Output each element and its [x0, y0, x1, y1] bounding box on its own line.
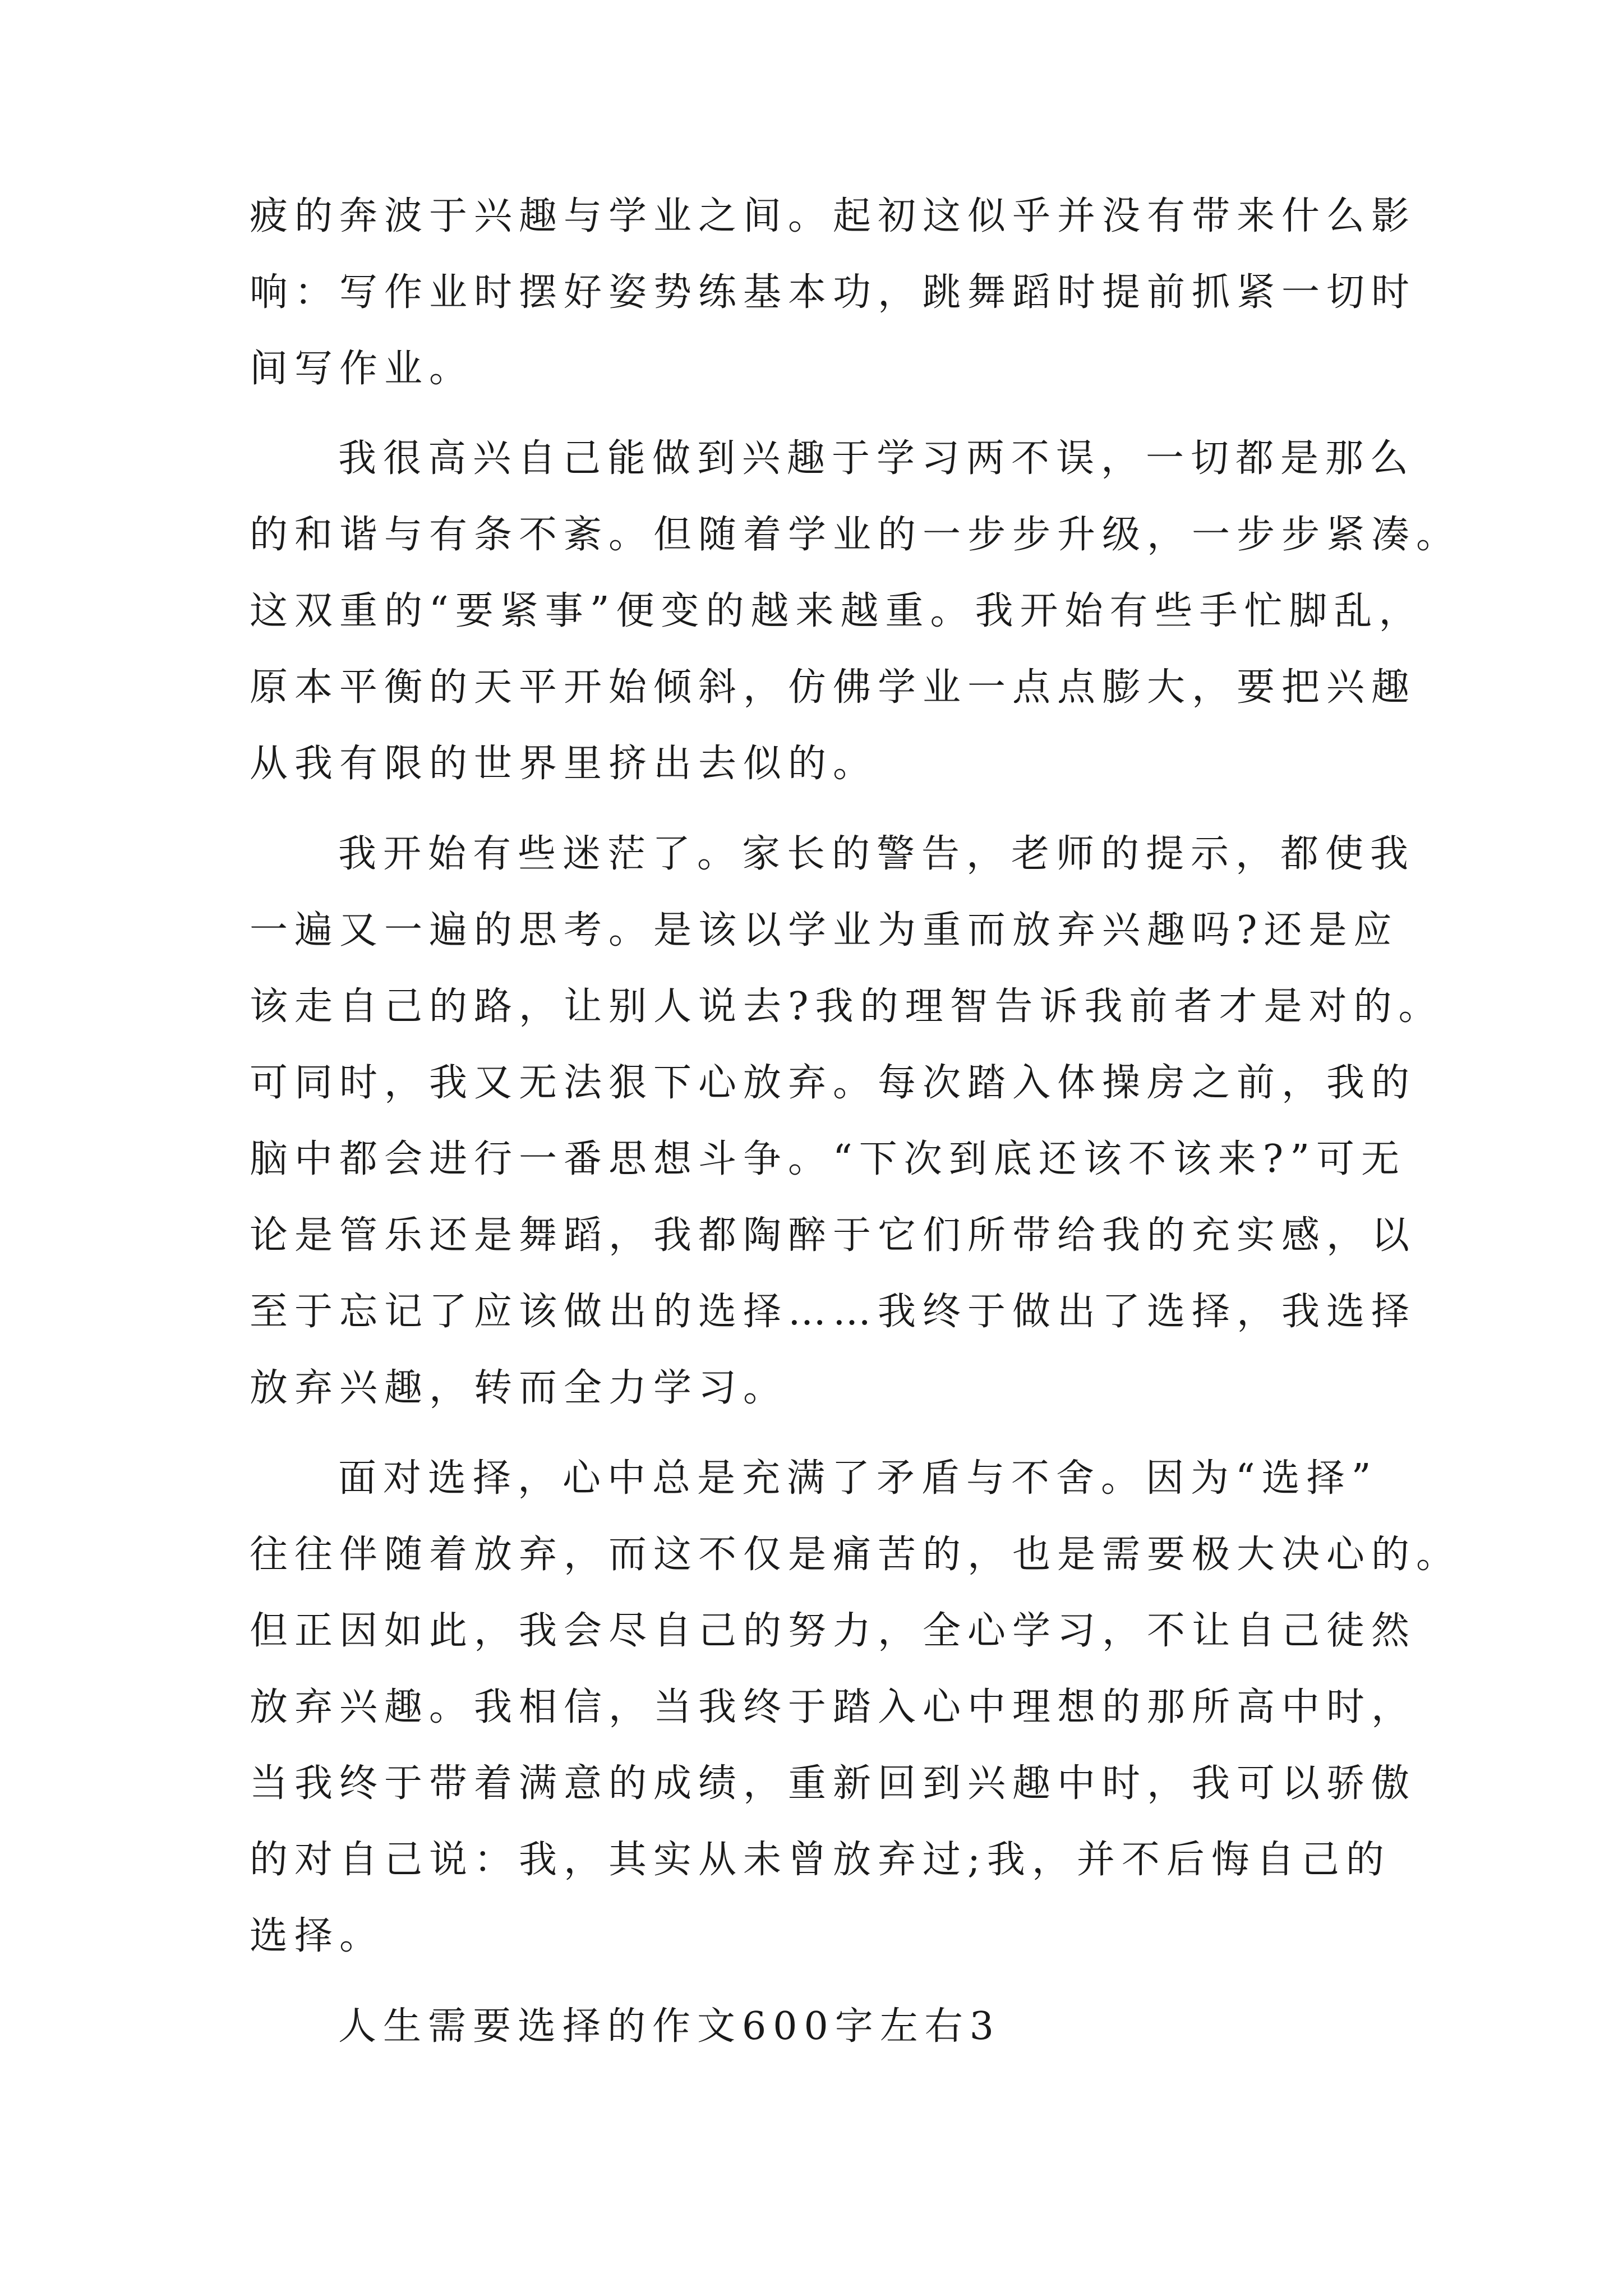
- text-line-15: 至于忘记了应该做出的选择……我终于做出了选择，我选择: [250, 1290, 1417, 1334]
- text-line-22: 的对自己说：我，其实从未曾放弃过;我，并不后悔自己的: [250, 1838, 1391, 1882]
- text-line-8: 从我有限的世界里挤出去似的。: [250, 742, 878, 786]
- text-line-18: 往往伴随着放弃，而这不仅是痛苦的，也是需要极大决心的。: [250, 1533, 1461, 1577]
- text-line-20: 放弃兴趣。我相信，当我终于踏入心中理想的那所高中时，: [250, 1685, 1417, 1729]
- text-line-21: 当我终于带着满意的成绩，重新回到兴趣中时，我可以骄傲: [250, 1761, 1417, 1806]
- text-line-23: 选择。: [250, 1914, 385, 1958]
- text-line-14: 论是管乐还是舞蹈，我都陶醉于它们所带给我的充实感，以: [250, 1213, 1417, 1258]
- section-heading: 人生需要选择的作文600字左右3: [338, 2004, 1001, 2049]
- text-line-7: 原本平衡的天平开始倾斜，仿佛学业一点点膨大，要把兴趣: [250, 665, 1417, 710]
- text-line-10: 一遍又一遍的思考。是该以学业为重而放弃兴趣吗?还是应: [250, 908, 1399, 953]
- text-line-1: 疲的奔波于兴趣与学业之间。起初这似乎并没有带来什么影: [250, 194, 1417, 238]
- text-line-12: 可同时，我又无法狠下心放弃。每次踏入体操房之前，我的: [250, 1061, 1417, 1105]
- text-line-2: 响：写作业时摆好姿势练基本功，跳舞蹈时提前抓紧一切时: [250, 270, 1417, 315]
- text-line-16: 放弃兴趣，转而全力学习。: [250, 1366, 789, 1410]
- text-line-5: 的和谐与有条不紊。但随着学业的一步步升级，一步步紧凑。: [250, 513, 1461, 557]
- text-line-11: 该走自己的路，让别人说去?我的理智告诉我前者才是对的。: [250, 984, 1444, 1029]
- text-line-19: 但正因如此，我会尽自己的努力，全心学习，不让自己徒然: [250, 1609, 1417, 1653]
- text-line-9: 我开始有些迷茫了。家长的警告，老师的提示，都使我: [338, 832, 1415, 876]
- text-line-3: 间写作业。: [250, 347, 474, 391]
- text-line-13: 脑中都会进行一番思想斗争。“下次到底还该不该来?”可无: [250, 1137, 1406, 1181]
- text-line-6: 这双重的“要紧事”便变的越来越重。我开始有些手忙脚乱，: [250, 589, 1424, 633]
- text-line-17: 面对选择，心中总是充满了矛盾与不舍。因为“选择”: [338, 1456, 1378, 1501]
- text-line-4: 我很高兴自己能做到兴趣于学习两不误，一切都是那么: [338, 436, 1415, 481]
